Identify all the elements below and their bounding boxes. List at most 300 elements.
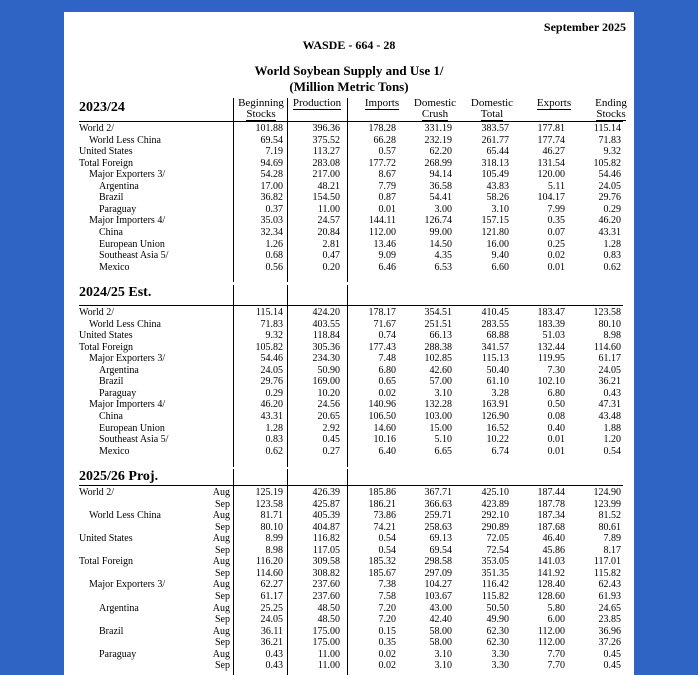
row-month: Sep	[215, 591, 230, 602]
cell-value: 50.50	[486, 603, 509, 614]
cell-value: 128.40	[537, 579, 565, 590]
cell-value: 48.21	[317, 181, 340, 192]
cell-value: 128.60	[537, 591, 565, 602]
cell-value: 36.21	[598, 376, 621, 387]
cell-value: 17.00	[260, 181, 283, 192]
cell-value: 186.21	[368, 499, 396, 510]
cell-value: 36.58	[429, 181, 452, 192]
cell-value: 24.05	[598, 365, 621, 376]
cell-value: 7.38	[378, 579, 396, 590]
cell-value: 292.10	[481, 510, 509, 521]
cell-value: 8.67	[378, 169, 396, 180]
cell-value: 57.00	[429, 376, 452, 387]
cell-value: 14.50	[429, 239, 452, 250]
report-id: WASDE - 664 - 28	[302, 38, 396, 52]
cell-value: 187.34	[537, 510, 565, 521]
cell-value: 141.92	[537, 568, 565, 579]
cell-value: 0.40	[547, 423, 565, 434]
cell-value: 62.30	[486, 637, 509, 648]
row-month: Aug	[212, 510, 230, 521]
cell-value: 80.10	[260, 522, 283, 533]
row-month: Aug	[212, 626, 230, 637]
cell-value: 11.00	[317, 204, 340, 215]
cell-value: 0.01	[547, 434, 565, 445]
cell-value: 43.31	[598, 227, 621, 238]
cell-value: 123.99	[593, 499, 621, 510]
cell-value: 404.87	[312, 522, 340, 533]
cell-value: 1.28	[603, 239, 621, 250]
table-row	[79, 423, 623, 434]
cell-value: 94.14	[429, 169, 452, 180]
cell-value: 0.43	[603, 388, 621, 399]
cell-value: 58.00	[429, 626, 452, 637]
table-row	[79, 250, 623, 261]
cell-value: 0.83	[265, 434, 283, 445]
row-label: Total Foreign	[79, 342, 134, 353]
cell-value: 24.05	[260, 365, 283, 376]
cell-value: 283.55	[481, 319, 509, 330]
cell-value: 16.52	[486, 423, 509, 434]
column-header-line1: Exports	[536, 97, 572, 109]
column-header	[410, 98, 460, 121]
cell-value: 123.58	[255, 499, 283, 510]
cell-value: 117.05	[312, 545, 340, 556]
cell-value: 178.28	[368, 123, 396, 134]
cell-value: 113.27	[312, 146, 340, 157]
column-header-line2: Crush	[421, 108, 449, 120]
cell-value: 115.13	[481, 353, 509, 364]
cell-value: 120.00	[537, 169, 565, 180]
table-row	[79, 487, 623, 498]
cell-value: 10.22	[486, 434, 509, 445]
cell-value: 425.87	[312, 499, 340, 510]
column-header-line1: Domestic	[413, 97, 457, 109]
cell-value: 2.81	[322, 239, 340, 250]
cell-value: 7.58	[378, 591, 396, 602]
cell-value: 61.17	[260, 591, 283, 602]
report-page	[64, 12, 634, 675]
cell-value: 80.61	[598, 522, 621, 533]
table-row	[79, 388, 623, 399]
column-header-line1: Beginning	[238, 97, 284, 109]
row-label: Major Importers 4/	[89, 215, 166, 226]
cell-value: 0.68	[265, 250, 283, 261]
table-row	[79, 342, 623, 353]
cell-value: 81.52	[598, 510, 621, 521]
cell-value: 36.11	[260, 626, 283, 637]
cell-value: 0.45	[322, 434, 340, 445]
cell-value: 65.44	[486, 146, 509, 157]
cell-value: 0.01	[547, 446, 565, 457]
cell-value: 251.51	[424, 319, 452, 330]
cell-value: 62.20	[429, 146, 452, 157]
cell-value: 50.40	[486, 365, 509, 376]
cell-value: 43.31	[260, 411, 283, 422]
cell-value: 141.03	[537, 556, 565, 567]
row-label: Major Exporters 3/	[89, 353, 166, 364]
cell-value: 43.83	[486, 181, 509, 192]
cell-value: 47.31	[598, 399, 621, 410]
cell-value: 66.13	[429, 330, 452, 341]
cell-value: 104.17	[537, 192, 565, 203]
cell-value: 46.40	[542, 533, 565, 544]
cell-value: 45.86	[542, 545, 565, 556]
row-label: World 2/	[79, 123, 115, 134]
cell-value: 0.74	[378, 330, 396, 341]
cell-value: 177.72	[368, 158, 396, 169]
cell-value: 2.92	[322, 423, 340, 434]
row-label: Mexico	[99, 262, 130, 273]
row-label: Argentina	[99, 603, 139, 614]
cell-value: 0.08	[547, 411, 565, 422]
cell-value: 268.99	[424, 158, 452, 169]
cell-value: 62.43	[598, 579, 621, 590]
cell-value: 3.10	[491, 204, 509, 215]
column-header	[532, 98, 576, 121]
cell-value: 0.54	[603, 446, 621, 457]
cell-value: 62.27	[260, 579, 283, 590]
cell-value: 7.89	[603, 533, 621, 544]
column-header-line2	[291, 110, 343, 121]
cell-value: 9.32	[265, 330, 283, 341]
cell-value: 6.46	[378, 262, 396, 273]
table-row	[79, 533, 623, 544]
cell-value: 6.65	[434, 446, 452, 457]
row-label: United States	[79, 330, 133, 341]
cell-value: 48.50	[317, 614, 340, 625]
table-row	[79, 376, 623, 387]
cell-value: 58.26	[486, 192, 509, 203]
cell-value: 0.83	[603, 250, 621, 261]
cell-value: 178.17	[368, 307, 396, 318]
table-title: World Soybean Supply and Use 1/	[254, 63, 444, 78]
cell-value: 8.99	[265, 533, 283, 544]
cell-value: 61.93	[598, 591, 621, 602]
cell-value: 177.43	[368, 342, 396, 353]
cell-value: 35.03	[260, 215, 283, 226]
table-row	[79, 614, 623, 625]
column-header-line2: Stocks	[246, 108, 276, 120]
table-row	[79, 181, 623, 192]
cell-value: 426.39	[312, 487, 340, 498]
column-header	[291, 98, 343, 121]
cell-value: 3.10	[434, 649, 452, 660]
table-row	[79, 446, 623, 457]
cell-value: 51.03	[542, 330, 565, 341]
cell-value: 6.74	[491, 446, 509, 457]
row-label: Paraguay	[99, 204, 137, 215]
row-label: United States	[79, 533, 133, 544]
table-row	[79, 556, 623, 567]
cell-value: 140.96	[368, 399, 396, 410]
cell-value: 0.45	[603, 660, 621, 671]
cell-value: 112.00	[368, 227, 396, 238]
table-row	[79, 158, 623, 169]
cell-value: 25.25	[260, 603, 283, 614]
cell-value: 7.30	[547, 365, 565, 376]
row-label: Brazil	[99, 376, 124, 387]
table-row	[79, 399, 623, 410]
cell-value: 8.17	[603, 545, 621, 556]
cell-value: 69.54	[429, 545, 452, 556]
cell-value: 0.37	[265, 204, 283, 215]
cell-value: 0.56	[265, 262, 283, 273]
cell-value: 73.86	[373, 510, 396, 521]
table-row	[79, 227, 623, 238]
cell-value: 425.10	[481, 487, 509, 498]
table-row	[79, 603, 623, 614]
table-row	[79, 522, 623, 533]
cell-value: 187.68	[537, 522, 565, 533]
cell-value: 1.26	[265, 239, 283, 250]
cell-value: 74.21	[373, 522, 396, 533]
cell-value: 106.50	[368, 411, 396, 422]
row-label: Major Importers 4/	[89, 399, 166, 410]
cell-value: 6.80	[547, 388, 565, 399]
row-label: Major Exporters 3/	[89, 579, 166, 590]
row-month: Aug	[212, 579, 230, 590]
cell-value: 354.51	[424, 307, 452, 318]
cell-value: 3.00	[434, 204, 452, 215]
cell-value: 54.46	[260, 353, 283, 364]
cell-value: 24.05	[598, 181, 621, 192]
cell-value: 283.08	[312, 158, 340, 169]
cell-value: 24.56	[317, 399, 340, 410]
cell-value: 353.05	[481, 556, 509, 567]
row-label: China	[99, 411, 123, 422]
cell-value: 237.60	[312, 579, 340, 590]
table-row	[79, 434, 623, 445]
cell-value: 163.91	[481, 399, 509, 410]
cell-value: 105.82	[255, 342, 283, 353]
table-row	[79, 169, 623, 180]
cell-value: 0.15	[378, 626, 396, 637]
cell-value: 305.36	[312, 342, 340, 353]
column-header	[469, 98, 515, 121]
cell-value: 187.44	[537, 487, 565, 498]
table-row	[79, 411, 623, 422]
row-label: World 2/	[79, 487, 115, 498]
row-label: Paraguay	[99, 649, 137, 660]
section-year: 2023/24	[79, 100, 125, 115]
cell-value: 61.10	[486, 376, 509, 387]
row-label: World Less China	[89, 135, 161, 146]
cell-value: 5.10	[434, 434, 452, 445]
cell-value: 0.29	[603, 204, 621, 215]
cell-value: 112.00	[537, 626, 565, 637]
row-month: Sep	[215, 568, 230, 579]
cell-value: 7.70	[547, 649, 565, 660]
cell-value: 11.00	[317, 649, 340, 660]
cell-value: 6.60	[491, 262, 509, 273]
cell-value: 424.20	[312, 307, 340, 318]
cell-value: 0.29	[265, 388, 283, 399]
cell-value: 4.35	[434, 250, 452, 261]
column-header	[359, 98, 405, 121]
cell-value: 116.20	[255, 556, 283, 567]
cell-value: 16.00	[486, 239, 509, 250]
cell-value: 116.82	[312, 533, 340, 544]
cell-value: 102.10	[537, 376, 565, 387]
cell-value: 20.84	[317, 227, 340, 238]
row-label: Argentina	[99, 181, 139, 192]
column-header-line1: Ending	[595, 97, 627, 109]
cell-value: 183.39	[537, 319, 565, 330]
table-row	[79, 146, 623, 157]
cell-value: 1.88	[603, 423, 621, 434]
table-row	[79, 330, 623, 341]
row-label: Southeast Asia 5/	[99, 434, 169, 445]
cell-value: 23.85	[598, 614, 621, 625]
section-rule	[79, 305, 623, 306]
cell-value: 13.46	[373, 239, 396, 250]
row-label: United States	[79, 146, 133, 157]
row-label: Southeast Asia 5/	[99, 250, 169, 261]
table-row	[79, 499, 623, 510]
table-row	[79, 510, 623, 521]
table-row	[79, 215, 623, 226]
cell-value: 157.15	[481, 215, 509, 226]
cell-value: 259.71	[424, 510, 452, 521]
cell-value: 9.09	[378, 250, 396, 261]
cell-value: 258.63	[424, 522, 452, 533]
table-row	[79, 307, 623, 318]
cell-value: 290.89	[481, 522, 509, 533]
cell-value: 288.38	[424, 342, 452, 353]
cell-value: 71.83	[260, 319, 283, 330]
cell-value: 124.90	[593, 487, 621, 498]
cell-value: 0.87	[378, 192, 396, 203]
cell-value: 331.19	[424, 123, 452, 134]
row-label: World 2/	[79, 307, 115, 318]
cell-value: 103.00	[424, 411, 452, 422]
cell-value: 72.05	[486, 533, 509, 544]
column-header-line2	[359, 110, 405, 121]
cell-value: 5.80	[547, 603, 565, 614]
row-month: Sep	[215, 545, 230, 556]
cell-value: 54.28	[260, 169, 283, 180]
cell-value: 154.50	[312, 192, 340, 203]
cell-value: 7.20	[378, 614, 396, 625]
cell-value: 217.00	[312, 169, 340, 180]
cell-value: 114.60	[255, 568, 283, 579]
row-label: China	[99, 227, 123, 238]
cell-value: 0.57	[378, 146, 396, 157]
section-rule	[79, 485, 623, 486]
cell-value: 54.41	[429, 192, 452, 203]
cell-value: 71.67	[373, 319, 396, 330]
row-label: Major Exporters 3/	[89, 169, 166, 180]
cell-value: 0.01	[378, 204, 396, 215]
cell-value: 7.70	[547, 660, 565, 671]
cell-value: 3.10	[434, 660, 452, 671]
cell-value: 237.60	[312, 591, 340, 602]
cell-value: 308.82	[312, 568, 340, 579]
cell-value: 15.00	[429, 423, 452, 434]
cell-value: 14.60	[373, 423, 396, 434]
cell-value: 102.85	[424, 353, 452, 364]
cell-value: 104.27	[424, 579, 452, 590]
cell-value: 42.40	[429, 614, 452, 625]
cell-value: 309.58	[312, 556, 340, 567]
cell-value: 7.19	[265, 146, 283, 157]
cell-value: 36.96	[598, 626, 621, 637]
cell-value: 50.90	[317, 365, 340, 376]
cell-value: 116.42	[481, 579, 509, 590]
section-year: 2025/26 Proj.	[79, 469, 159, 484]
column-header-line2: Total	[480, 108, 504, 120]
cell-value: 119.95	[537, 353, 565, 364]
cell-value: 0.07	[547, 227, 565, 238]
cell-value: 0.62	[265, 446, 283, 457]
cell-value: 101.88	[255, 123, 283, 134]
cell-value: 6.40	[378, 446, 396, 457]
cell-value: 423.89	[481, 499, 509, 510]
report-date: September 2025	[543, 20, 626, 34]
cell-value: 0.27	[322, 446, 340, 457]
cell-value: 5.11	[547, 181, 565, 192]
cell-value: 297.09	[424, 568, 452, 579]
cell-value: 367.71	[424, 487, 452, 498]
table-row	[79, 545, 623, 556]
cell-value: 0.02	[547, 250, 565, 261]
cell-value: 115.14	[593, 123, 621, 134]
cell-value: 29.76	[260, 376, 283, 387]
row-month: Sep	[215, 499, 230, 510]
cell-value: 3.28	[491, 388, 509, 399]
cell-value: 0.43	[265, 660, 283, 671]
cell-value: 185.86	[368, 487, 396, 498]
row-label: Paraguay	[99, 388, 137, 399]
cell-value: 232.19	[424, 135, 452, 146]
cell-value: 0.45	[603, 649, 621, 660]
cell-value: 175.00	[312, 637, 340, 648]
cell-value: 81.71	[260, 510, 283, 521]
cell-value: 0.25	[547, 239, 565, 250]
cell-value: 8.98	[603, 330, 621, 341]
cell-value: 3.10	[434, 388, 452, 399]
row-month: Sep	[215, 660, 230, 671]
cell-value: 9.40	[491, 250, 509, 261]
row-label: Brazil	[99, 626, 124, 637]
column-header	[237, 98, 285, 121]
cell-value: 49.90	[486, 614, 509, 625]
cell-value: 20.65	[317, 411, 340, 422]
cell-value: 121.80	[481, 227, 509, 238]
cell-value: 0.20	[322, 262, 340, 273]
row-label: Argentina	[99, 365, 139, 376]
row-month: Aug	[212, 556, 230, 567]
cell-value: 54.46	[598, 169, 621, 180]
cell-value: 43.00	[429, 603, 452, 614]
row-label: Brazil	[99, 192, 124, 203]
cell-value: 177.81	[537, 123, 565, 134]
table-subtitle: (Million Metric Tons)	[289, 79, 409, 94]
table-row	[79, 591, 623, 602]
cell-value: 125.19	[255, 487, 283, 498]
cell-value: 36.21	[260, 637, 283, 648]
cell-value: 132.44	[537, 342, 565, 353]
cell-value: 103.67	[424, 591, 452, 602]
row-month: Aug	[212, 487, 230, 498]
cell-value: 0.35	[378, 637, 396, 648]
column-header-line1: Imports	[364, 97, 400, 109]
cell-value: 10.16	[373, 434, 396, 445]
cell-value: 0.43	[265, 649, 283, 660]
cell-value: 7.20	[378, 603, 396, 614]
cell-value: 185.67	[368, 568, 396, 579]
row-label: World Less China	[89, 319, 161, 330]
